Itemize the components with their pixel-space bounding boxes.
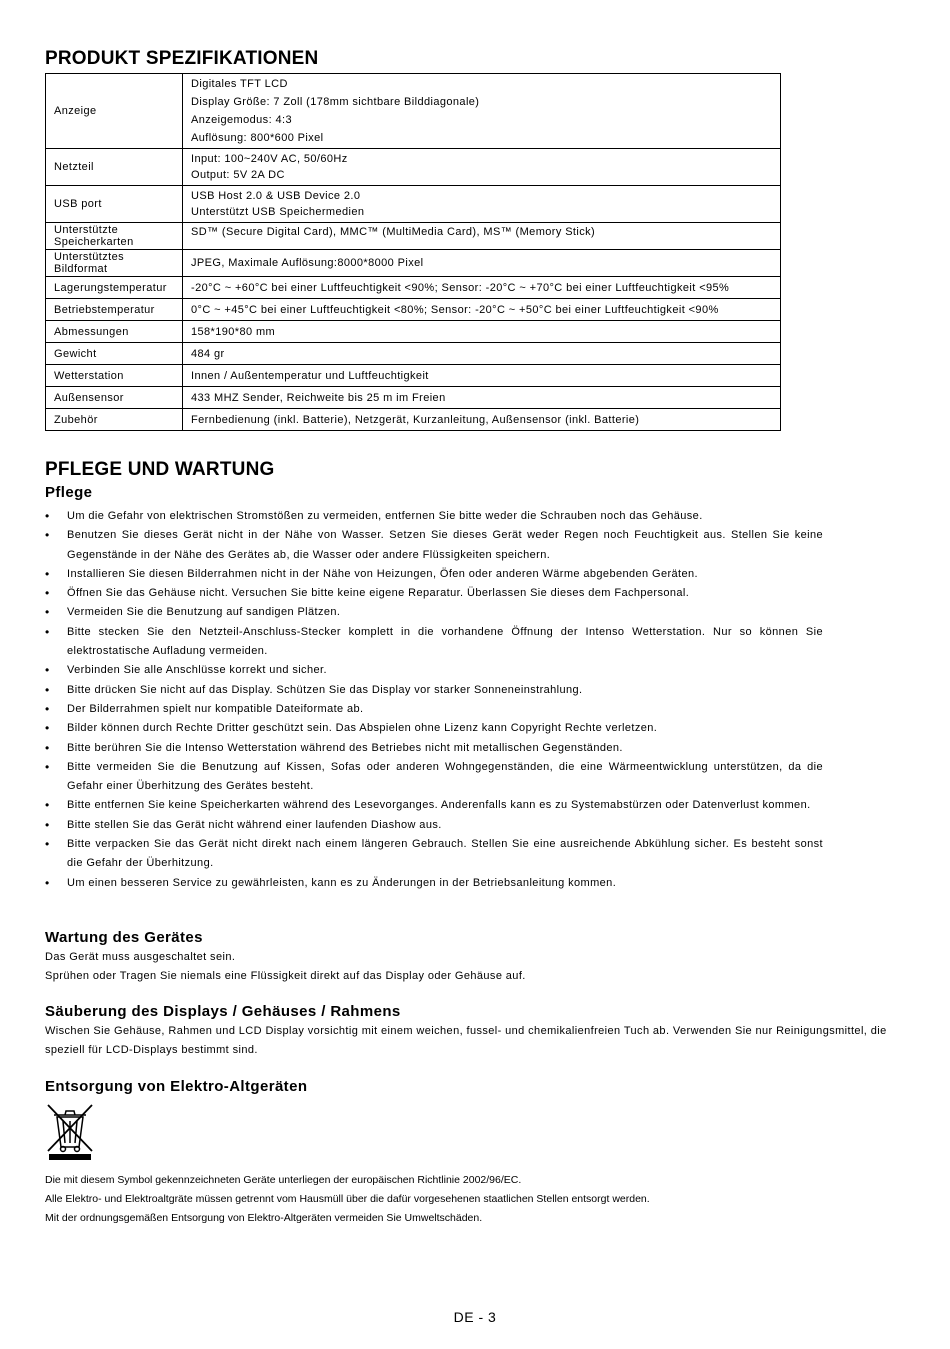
list-item: • Verbinden Sie alle Anschlüsse korrekt und sicher. <box>45 661 823 680</box>
care-title: PFLEGE UND WARTUNG <box>45 459 275 480</box>
value-line: Display Größe: 7 Zoll (178mm sichtbare Bilddiagonale) <box>191 96 480 108</box>
value-line: 484 gr <box>191 347 225 360</box>
value-line: JPEG, Maximale Auflösung:8000*8000 Pixel <box>191 257 424 269</box>
table-row <box>46 343 781 365</box>
value-line: Anzeigemodus: 4:3 <box>191 114 292 126</box>
list-item: • Bitte drücken Sie nicht auf das Display. Schützen Sie das Display vor starker Sonneneinstrahlung. <box>45 681 823 700</box>
table-row <box>46 365 781 387</box>
value-line: 158*190*80 mm <box>191 325 276 338</box>
row-label: Unterstützte Speicherkarten <box>46 223 183 250</box>
table-row <box>46 409 781 431</box>
row-value <box>183 149 781 186</box>
disposal-line: Alle Elektro- und Elektroaltgräte müssen getrennt vom Hausmüll über die dafür vorgesehenen staatlichen Stellen entsorgt werden. <box>45 1192 650 1205</box>
value-line: Input: 100~240V AC, 50/60Hz <box>191 153 348 165</box>
row-value <box>183 250 781 277</box>
row-label: Lagerungstemperatur <box>46 277 183 299</box>
row-value <box>183 343 781 365</box>
value-line: 0°C ~ +45°C bei einer Luftfeuchtigkeit <80%; Sensor: -20°C ~ +50°C bei einer Luftfeuchtigkeit <90% <box>191 303 719 316</box>
list-item: • Installieren Sie diesen Bilderrahmen nicht in der Nähe von Heizungen, Öfen oder anderen Wärme abgebenden Geräten. <box>45 565 823 584</box>
list-item: • Bilder können durch Rechte Dritter geschützt sein. Das Abspielen ohne Lizenz kann Copyright Rechte verletzen. <box>45 719 823 738</box>
row-value <box>183 365 781 387</box>
row-value <box>183 387 781 409</box>
care-list <box>45 507 823 893</box>
row-value <box>183 74 781 149</box>
table-row <box>46 74 781 149</box>
list-item: • Bitte entfernen Sie keine Speicherkarten während des Lesevorganges. Anderenfalls kann es zu Systemabstürzen oder Datenverlust kommen. <box>45 796 823 815</box>
row-value <box>183 186 781 223</box>
row-value <box>183 277 781 299</box>
row-label: Gewicht <box>46 343 183 365</box>
row-label: Netzteil <box>46 149 183 186</box>
spec-table <box>45 73 781 431</box>
table-row <box>46 321 781 343</box>
row-label: Abmessungen <box>46 321 183 343</box>
row-label: Betriebstemperatur <box>46 299 183 321</box>
table-row <box>46 223 781 250</box>
list-item: • Benutzen Sie dieses Gerät nicht in der Nähe von Wasser. Setzen Sie dieses Gerät weder Regen noch Feuchtigkeit aus. Stellen Sie keine Gegenstände in der Nähe des Gerätes ab, die Wasser oder andere Flüssigkeiten speichern. <box>45 526 823 565</box>
page-number: DE - 3 <box>453 1309 497 1325</box>
value-line: Unterstützt USB Speichermedien <box>191 206 365 218</box>
cleaning-title: Säuberung des Displays / Gehäuses / Rahmens <box>45 1002 401 1020</box>
spec-title: PRODUKT SPEZIFIKATIONEN <box>45 48 319 69</box>
weee-crossed-bin-icon <box>45 1103 95 1161</box>
row-value <box>183 223 781 250</box>
value-line: -20°C ~ +60°C bei einer Luftfeuchtigkeit <90%; Sensor: -20°C ~ +70°C bei einer Luftfeuchtigkeit <95% <box>191 281 730 294</box>
disposal-title: Entsorgung von Elektro-Altgeräten <box>45 1077 308 1095</box>
value-line: 433 MHZ Sender, Reichweite bis 25 m im Freien <box>191 391 446 404</box>
list-item: • Der Bilderrahmen spielt nur kompatible Dateiformate ab. <box>45 700 823 719</box>
value-line: SD™ (Secure Digital Card), MMC™ (MultiMedia Card), MS™ (Memory Stick) <box>191 226 596 238</box>
list-item: • Bitte berühren Sie die Intenso Wetterstation während des Betriebes nicht mit metallischen Gegenständen. <box>45 739 823 758</box>
care-subtitle: Pflege <box>45 484 93 501</box>
list-item: • Öffnen Sie das Gehäuse nicht. Versuchen Sie bitte keine eigene Reparatur. Überlassen Sie dieses dem Fachpersonal. <box>45 584 823 603</box>
value-line: USB Host 2.0 & USB Device 2.0 <box>191 190 361 202</box>
table-row <box>46 250 781 277</box>
list-item: • Um die Gefahr von elektrischen Stromstößen zu vermeiden, entfernen Sie bitte weder die Schrauben noch das Gehäuse. <box>45 507 823 526</box>
list-item: • Bitte stecken Sie den Netzteil-Anschluss-Stecker komplett in die vorhandene Öffnung der Intenso Wetterstation. Nur so können Sie elektrostatische Aufladung vermeiden. <box>45 623 823 662</box>
list-item: • Bitte vermeiden Sie die Benutzung auf Kissen, Sofas oder anderen Wohngegenständen, die eine Wärmeentwicklung unterstützen, da die Gefahr einer Überhitzung des Gerätes besteht. <box>45 758 823 797</box>
list-item: • Bitte stellen Sie das Gerät nicht während einer laufenden Diashow aus. <box>45 816 823 835</box>
cleaning-text: Wischen Sie Gehäuse, Rahmen und LCD Display vorsichtig mit einem weichen, fussel- und chemikalienfreien Tuch ab. Verwenden Sie nur Reinigungsmittel, die speziell für LCD-Displays bestimmt sind. <box>45 1024 887 1056</box>
row-value <box>183 299 781 321</box>
disposal-line: Die mit diesem Symbol gekennzeichneten Geräte unterliegen der europäischen Richtlinie 2002/96/EC. <box>45 1173 522 1186</box>
maintenance-title: Wartung des Gerätes <box>45 928 203 946</box>
table-row <box>46 387 781 409</box>
table-row <box>46 149 781 186</box>
list-item: • Bitte verpacken Sie das Gerät nicht direkt nach einem längeren Gebrauch. Stellen Sie eine ausreichende Abkühlung sicher. Es besteht sonst die Gefahr der Überhitzung. <box>45 835 823 874</box>
row-label: Außensensor <box>46 387 183 409</box>
value-line: Fernbedienung (inkl. Batterie), Netzgerät, Kurzanleitung, Außensensor (inkl. Batterie) <box>191 413 640 426</box>
maintenance-line: Das Gerät muss ausgeschaltet sein. <box>45 950 236 963</box>
list-item: • Vermeiden Sie die Benutzung auf sandigen Plätzen. <box>45 603 823 622</box>
maintenance-line: Sprühen oder Tragen Sie niemals eine Flüssigkeit direkt auf das Display oder Gehäuse auf. <box>45 969 526 982</box>
row-label: Unterstütztes Bildformat <box>46 250 183 277</box>
row-label: Anzeige <box>46 74 183 149</box>
value-line: Digitales TFT LCD <box>191 78 288 90</box>
row-label: Wetterstation <box>46 365 183 387</box>
row-label: Zubehör <box>46 409 183 431</box>
value-line: Output: 5V 2A DC <box>191 169 285 181</box>
value-line: Innen / Außentemperatur und Luftfeuchtigkeit <box>191 369 429 382</box>
page-content <box>45 48 905 1228</box>
row-label: USB port <box>46 186 183 223</box>
list-item: • Um einen besseren Service zu gewährleisten, kann es zu Änderungen in der Betriebsanleitung kommen. <box>45 874 823 893</box>
table-row <box>46 277 781 299</box>
disposal-line: Mit der ordnungsgemäßen Entsorgung von Elektro-Altgeräten vermeiden Sie Umweltschäden. <box>45 1211 483 1224</box>
value-line: Auflösung: 800*600 Pixel <box>191 132 324 144</box>
table-row <box>46 186 781 223</box>
table-row <box>46 299 781 321</box>
row-value <box>183 321 781 343</box>
row-value <box>183 409 781 431</box>
